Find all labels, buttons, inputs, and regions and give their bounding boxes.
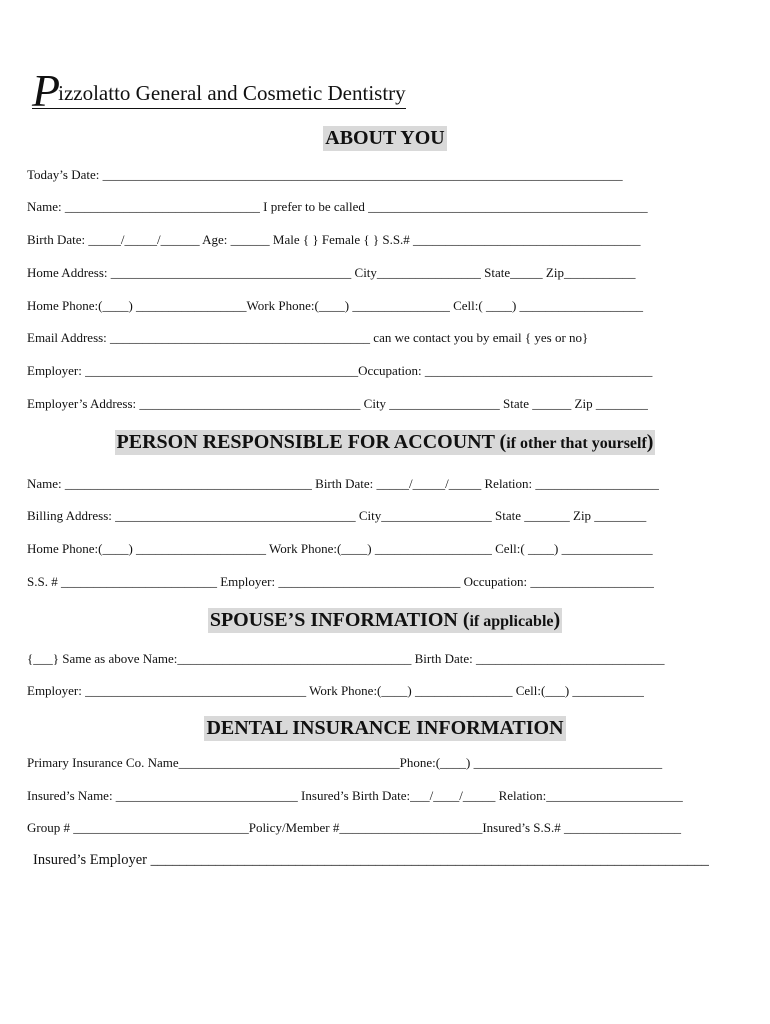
section-dental-insurance — [0, 716, 770, 741]
section-title-note: if applicable — [469, 613, 554, 630]
section-spouse — [0, 608, 770, 633]
insured-employer-field[interactable]: Insured’s Employer _____________________________________________________________________________ — [33, 852, 709, 868]
spouse-name-field[interactable]: {___} Same as above Name:____________________________________ Birth Date: _____________________________ — [27, 651, 665, 666]
section-title — [208, 608, 562, 633]
section-title: ABOUT YOU — [325, 127, 445, 149]
section-responsible-party — [0, 430, 770, 455]
responsible-name-field[interactable]: Name: ______________________________________ Birth Date: _____/_____/_____ Relation: ___________________ — [27, 476, 659, 491]
header-initial: P — [32, 65, 61, 116]
name-field[interactable]: Name: ______________________________ I prefer to be called ___________________________________________ — [27, 199, 648, 214]
header-title: izzolatto General and Cosmetic Dentistry — [58, 81, 406, 105]
employer-address-field[interactable]: Employer’s Address: __________________________________ City _________________ State ______ Zip ________ — [27, 396, 648, 411]
employer-field[interactable]: Employer: __________________________________________Occupation: ___________________________________ — [27, 363, 653, 378]
insured-name-field[interactable]: Insured’s Name: ____________________________ Insured’s Birth Date:___/____/_____ Relation:_____________________ — [27, 788, 683, 803]
birth-date-field[interactable]: Birth Date: _____/_____/______ Age: ______ Male { } Female { } S.S.# ___________________________________ — [27, 232, 641, 247]
section-title-close: ) — [553, 609, 561, 631]
section-about-you — [0, 126, 770, 151]
responsible-ssn-field[interactable]: S.S. # ________________________ Employer: ____________________________ Occupation: ___________________ — [27, 574, 654, 589]
section-title-main: SPOUSE’S INFORMATION ( — [209, 609, 470, 631]
home-address-field[interactable]: Home Address: _____________________________________ City________________ State_____ Zip___________ — [27, 265, 636, 280]
responsible-phone-field[interactable]: Home Phone:(____) ____________________ Work Phone:(____) __________________ Cell:( ____) ______________ — [27, 541, 653, 556]
practice-header — [32, 62, 406, 116]
phone-field[interactable]: Home Phone:(____) _________________Work Phone:(____) _______________ Cell:( ____) ___________________ — [27, 298, 644, 313]
insurance-company-field[interactable]: Primary Insurance Co. Name__________________________________Phone:(____) _____________________________ — [27, 755, 663, 770]
group-policy-field[interactable]: Group # ___________________________Policy/Member #______________________Insured’s S.S.# __________________ — [27, 820, 681, 835]
section-title: DENTAL INSURANCE INFORMATION — [206, 717, 564, 739]
email-field[interactable]: Email Address: ________________________________________ can we contact you by email { yes or no} — [27, 330, 589, 345]
todays-date-field[interactable]: Today’s Date: ________________________________________________________________________________ — [27, 167, 623, 182]
section-title-note: if other that yourself — [506, 435, 647, 452]
billing-address-field[interactable]: Billing Address: _____________________________________ City_________________ State _______ Zip ________ — [27, 508, 647, 523]
section-title — [115, 430, 656, 455]
section-title-main: PERSON RESPONSIBLE FOR ACCOUNT ( — [116, 431, 507, 453]
spouse-employer-field[interactable]: Employer: __________________________________ Work Phone:(____) _______________ Cell:(___) ___________ — [27, 683, 644, 698]
section-title-close: ) — [646, 431, 654, 453]
